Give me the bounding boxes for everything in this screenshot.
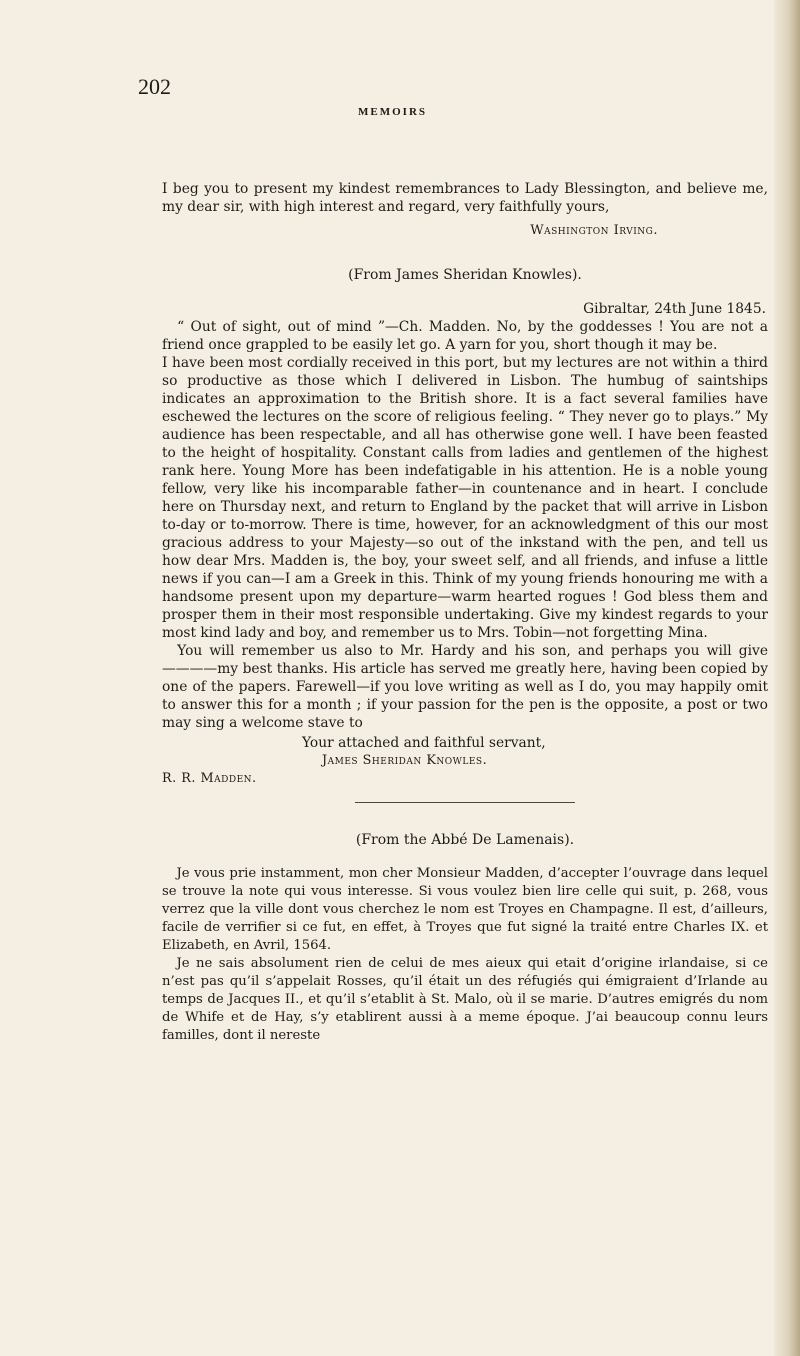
letter2-paragraph-2: I have been most cordially received in this port, but my lectures are not within a third so productive as those which I delivered in Lisbon. The humbug of saintships indicates an approximation to the British shore. It is a fact several families have eschewed the lectures on the score of religious feeling. “ They never go to plays.” My audience has been respectable, and all has otherwise gone well. I have been feasted to the height of hospitality. Constant calls from ladies and gentlemen of the highest rank here. Young More has been indefatigable in his attention. He is a noble young fellow, very like his incomparable father—in countenance and in heart. I conclude here on Thursday next, and return to England by the packet that will arrive in Lisbon to-day or to-morrow. There is time, however, for an acknowledgment of this our most gracious address to your Majesty—so out of the inkstand with the pen, and tell us how dear Mrs. Madden is, the boy, your sweet self, and all friends, and infuse a little news if you can—I am a Greek in this. Think of my young friends honouring me with a handsome present upon my departure—warm hearted rogues ! God bless them and prosper them in their most responsible undertaking. Give my kindest regards to your most kind lady and boy, and remember us to Mrs. Tobin—not forgetting Mina. bbox=[162, 355, 768, 641]
letter2-closing: Your attached and faithful servant, bbox=[302, 735, 546, 751]
letter2-paragraph-3: You will remember us also to Mr. Hardy and his son, and perhaps you will give————my best thanks. His article has served me greatly here, having been copied by one of the papers. Farewell—if you love writing as well as I do, you may happily omit to answer this for a month ; if your passion for the pen is the opposite, a post or two may sing a welcome stave to bbox=[162, 643, 768, 731]
section-divider bbox=[355, 802, 575, 803]
letter2-paragraph-1: “ Out of sight, out of mind ”—Ch. Madden. No, by the goddesses ! You are not a friend once grappled to be easily let go. A yarn for you, short though it may be. bbox=[162, 319, 768, 353]
letter1-signature: Washington Irving. bbox=[530, 223, 658, 238]
letter3-body bbox=[162, 865, 768, 1045]
letter2-dateline: Gibraltar, 24th June 1845. bbox=[583, 301, 766, 317]
page-number: 202 bbox=[138, 74, 171, 99]
letter2-closing-block bbox=[162, 734, 768, 770]
running-head: MEMOIRS bbox=[358, 106, 427, 118]
letter3-paragraph-1: Je vous prie instamment, mon cher Monsieur Madden, d’accepter l’ouvrage dans lequel se trouve la note qui vous interesse. Si vous voulez bien lire celle qui suit, p. 268, vous verrez que la ville dont vous cherchez le nom est Troyes en Champagne. Il est, d’ailleurs, facile de verrifier si ce fut, en effet, à Troyes que fut signé la traité entre Charles IX. et Elizabeth, en Avril, 1564. bbox=[162, 866, 768, 953]
letter2-cc: R. R. Madden. bbox=[162, 771, 257, 786]
letter2-header: (From James Sheridan Knowles). bbox=[348, 267, 582, 283]
letter3-paragraph-2: Je ne sais absolument rien de celui de mes aieux qui etait d’origine irlandaise, si ce n’est pas qu’il s’appelait Rosses, qu’il était un des réfugiés qui émigraient d’Irlande au temps de Jacques II., et qu’il s’etablit à St. Malo, où il se marie. D’autres emigrés du nom de Whife et de Hay, s’y etablirent aussi à a meme époque. J’ai beaucoup connu leurs familles, dont il nereste bbox=[162, 956, 768, 1043]
page-edge-shadow bbox=[774, 0, 800, 1356]
letter2-signature: James Sheridan Knowles. bbox=[322, 753, 488, 768]
letter3-header: (From the Abbé De Lamenais). bbox=[355, 832, 575, 848]
letter1-body: I beg you to present my kindest remembrances to Lady Blessington, and believe me, my dear sir, with high interest and regard, very faithfully yours, bbox=[162, 181, 768, 215]
text-block bbox=[162, 180, 768, 1045]
